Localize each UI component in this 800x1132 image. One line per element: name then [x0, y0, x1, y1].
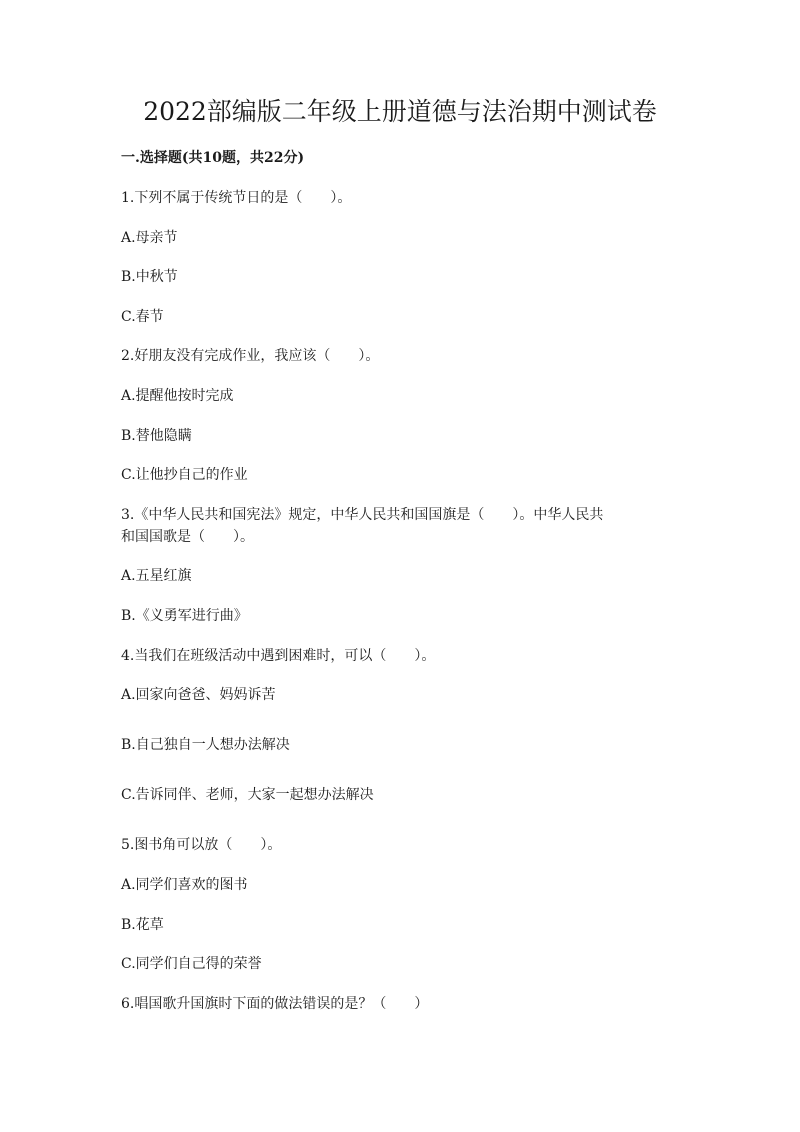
exam-title: 2022部编版二年级上册道德与法治期中测试卷 — [143, 97, 657, 126]
question-2-option-c: C.让他抄自己的作业 — [121, 467, 248, 483]
question-1-option-c: C.春节 — [121, 309, 164, 325]
question-2-option-a: A.提醒他按时完成 — [121, 388, 234, 404]
question-5-option-c: C.同学们自己得的荣誉 — [121, 956, 262, 972]
question-1-option-b: B.中秋节 — [121, 269, 178, 285]
question-4-option-a: A.回家向爸爸、妈妈诉苦 — [121, 687, 276, 703]
question-3-option-a: A.五星红旗 — [121, 568, 192, 584]
question-5-option-b: B.花草 — [121, 917, 164, 933]
question-3-stem-line-2: 和国国歌是（ ）。 — [121, 529, 254, 545]
question-5-stem: 5.图书角可以放（ ）。 — [121, 837, 282, 853]
question-2-stem: 2.好朋友没有完成作业，我应该（ ）。 — [121, 348, 380, 364]
question-2-option-b: B.替他隐瞒 — [121, 428, 192, 444]
question-1-stem: 1.下列不属于传统节日的是（ ）。 — [121, 190, 352, 206]
question-4-stem: 4.当我们在班级活动中遇到困难时，可以（ ）。 — [121, 648, 436, 664]
question-3-option-b: B.《义勇军进行曲》 — [121, 608, 248, 624]
question-3-stem-line-1: 3.《中华人民共和国宪法》规定，中华人民共和国国旗是（ ）。中华人民共 — [121, 507, 604, 523]
question-6-stem: 6.唱国歌升国旗时下面的做法错误的是？（ ） — [121, 996, 429, 1012]
section-heading: 一.选择题(共10题，共22分) — [121, 150, 305, 166]
question-4-option-c: C.告诉同伴、老师，大家一起想办法解决 — [121, 787, 374, 803]
question-1-option-a: A.母亲节 — [121, 230, 178, 246]
question-5-option-a: A.同学们喜欢的图书 — [121, 877, 248, 893]
question-4-option-b: B.自己独自一人想办法解决 — [121, 737, 290, 753]
